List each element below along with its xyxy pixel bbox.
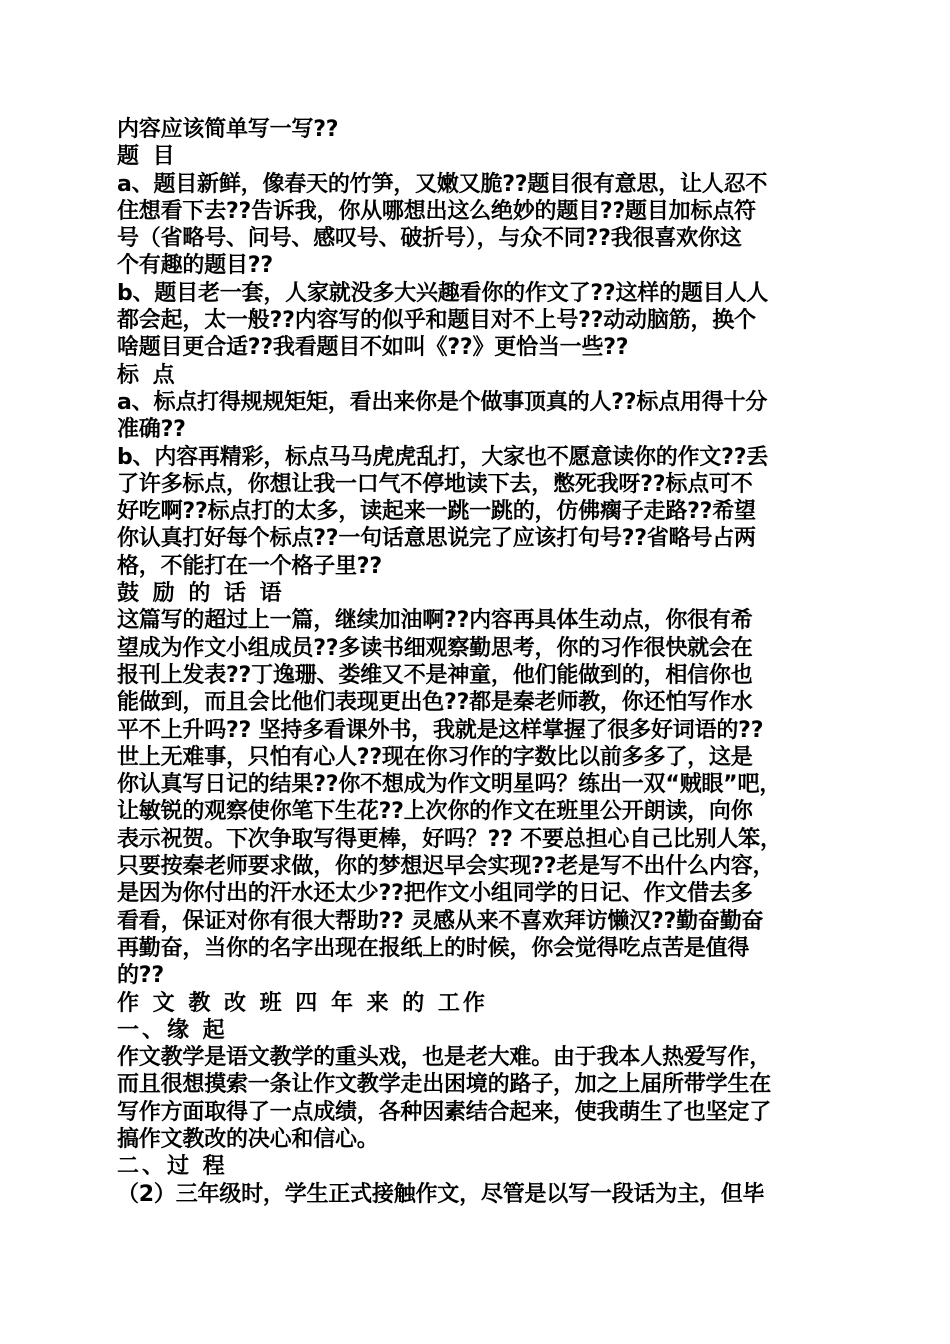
text-line: a、标点打得规规矩矩，看出来你是个做事顶真的人??标点用得十分: [117, 389, 768, 415]
text-line: b、内容再精彩，标点马马虎虎乱打，大家也不愿意读你的作文??丢: [117, 444, 769, 470]
section-heading: 作 文 教 改 班 四 年 来 的 工作: [117, 990, 488, 1016]
text-line: 望成为作文小组成员??多读书细观察勤思考，你的习作很快就会在: [117, 635, 753, 661]
text-line: 格，不能打在一个格子里??: [117, 553, 382, 579]
section-heading: 二、过 程: [117, 1154, 228, 1180]
text-line: 能做到，而且会比他们表现更出色??都是秦老师教，你还怕写作水: [117, 690, 753, 716]
text-line: （2）三年级时，学生正式接触作文，尽管是以写一段话为主，但毕: [117, 1181, 765, 1207]
text-line: 平不上升吗?? 坚持多看课外书，我就是这样掌握了很多好词语的??: [117, 717, 764, 743]
text-line: 世上无难事，只怕有心人??现在你习作的字数比以前多多了，这是: [117, 744, 753, 770]
text-line: 看看，保证对你有很大帮助?? 灵感从来不喜欢拜访懒汉??勤奋勤奋: [117, 908, 764, 934]
text-line: 只要按秦老师要求做，你的梦想迟早会实现??老是写不出什么内容，: [117, 854, 775, 880]
text-line: b、题目老一套，人家就没多大兴趣看你的作文了??这样的题目人人: [117, 280, 769, 306]
text-line: 都会起，太一般??内容写的似乎和题目对不上号??动动脑筋，换个: [117, 308, 756, 334]
text-line: 作文教学是语文教学的重头戏，也是老大难。由于我本人热爱写作，: [117, 1045, 772, 1071]
text-line: 而且很想摸索一条让作文教学走出困境的路子，加之上届所带学生在: [117, 1072, 772, 1098]
text-line: 好吃啊??标点打的太多，读起来一跳一跳的，仿佛瘸子走路??希望: [117, 499, 756, 525]
text-line: 啥题目更合适??我看题目不如叫《??》更恰当一些??: [117, 335, 629, 361]
section-heading: 标 点: [117, 362, 178, 388]
text-line: 内容应该简单写一写??: [117, 117, 339, 142]
text-line: 让敏锐的观察使你笔下生花??上次你的作文在班里公开朗读，向你: [117, 799, 753, 825]
text-line: 个有趣的题目??: [117, 253, 273, 279]
document-body: [117, 116, 837, 1208]
text-line: 报刊上发表??丁逸珊、娄维又不是神童，他们能做到的，相信你也: [117, 662, 753, 688]
text-line: 写作方面取得了一点成绩，各种因素结合起来，使我萌生了也坚定了: [117, 1099, 772, 1125]
text-line: 了许多标点，你想让我一口气不停地读下去，憋死我呀??标点可不: [117, 471, 753, 497]
text-line: 是因为你付出的汗水还太少??把作文小组同学的日记、作文借去多: [117, 881, 753, 907]
text-line: 再勤奋，当你的名字出现在报纸上的时候，你会觉得吃点苦是值得: [117, 935, 750, 961]
section-heading: 一、缘 起: [117, 1017, 228, 1043]
text-line: 号（省略号、问号、感叹号、破折号），与众不同??我很喜欢你这: [117, 226, 742, 252]
text-line: 你认真写日记的结果??你不想成为作文明星吗？练出一双“贼眼”吧，: [117, 772, 782, 798]
text-line: 准确??: [117, 417, 186, 443]
text-line: a、题目新鲜，像春天的竹笋，又嫩又脆??题目很有意思，让人忍不: [117, 171, 768, 197]
section-heading: 题 目: [117, 144, 178, 170]
section-heading: 鼓 励 的 话 语: [117, 581, 285, 607]
text-line: 住想看下去??告诉我，你从哪想出这么绝妙的题目??题目加标点符: [117, 198, 756, 224]
text-line: 这篇写的超过上一篇，继续加油啊??内容再具体生动点，你很有希: [117, 608, 753, 634]
text-line: 你认真打好每个标点??一句话意思说完了应该打句号??省略号占两: [117, 526, 756, 552]
text-line: 的??: [117, 963, 164, 989]
text-line: 搞作文教改的决心和信心。: [117, 1126, 379, 1152]
text-line: 表示祝贺。下次争取写得更棒，好吗？?? 不要总担心自己比别人笨，: [117, 826, 782, 852]
